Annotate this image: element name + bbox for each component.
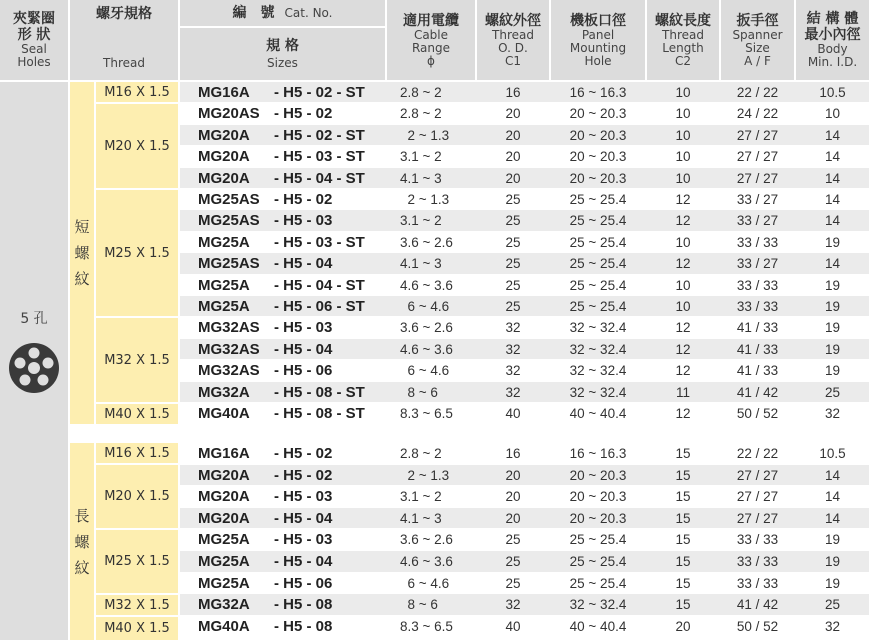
header-thread-length bbox=[647, 0, 719, 80]
model-name: MG25A bbox=[198, 276, 250, 294]
body-min-id-cell: 19 bbox=[824, 554, 841, 569]
cat-no-cell bbox=[198, 596, 333, 614]
thread-length-cell: 15 bbox=[675, 510, 691, 526]
panel-hole-cell: 20 ~ 20.3 bbox=[569, 170, 627, 186]
body-min-id-cell: 19 bbox=[824, 363, 841, 379]
cable-range-cell: 4.6 ~ 3.6 bbox=[400, 277, 453, 293]
cable-range-cell: 3.6 ~ 2.6 bbox=[400, 532, 453, 548]
thread-length-cell: 10 bbox=[675, 170, 691, 186]
thread-od-cell: 25 bbox=[505, 277, 521, 293]
group-short-c2: 螺 bbox=[74, 244, 90, 262]
model-name: MG25AS bbox=[198, 255, 260, 273]
model-suffix: - H5 - 02 - ST bbox=[274, 126, 365, 144]
model-suffix: - H5 - 02 - ST bbox=[274, 84, 365, 101]
cat-no-cell bbox=[198, 191, 333, 208]
cat-no-cell bbox=[198, 148, 365, 166]
model-name: MG25AS bbox=[198, 212, 260, 230]
thread-length-cell: 20 bbox=[675, 618, 691, 634]
thread-size-cell: M40 X 1.5 bbox=[96, 617, 178, 640]
header-spanner-en2: Size bbox=[745, 40, 770, 55]
thread-length-cell: 15 bbox=[675, 446, 691, 461]
cable-range-cell: 3.1 ~ 2 bbox=[400, 489, 442, 505]
body-min-id-cell: 14 bbox=[824, 213, 841, 229]
cat-no-cell bbox=[198, 105, 333, 123]
panel-hole-cell: 20 ~ 20.3 bbox=[569, 467, 627, 483]
body-min-id-cell: 19 bbox=[824, 277, 841, 293]
thread-od-cell: 20 bbox=[505, 149, 521, 165]
thread-size-cell: M20 X 1.5 bbox=[96, 465, 178, 528]
header-od-zh: 螺紋外徑 bbox=[485, 12, 541, 29]
model-name: MG20A bbox=[198, 148, 250, 166]
group-short-c3: 紋 bbox=[74, 270, 90, 288]
header-seal-zh1: 夾緊圈 bbox=[13, 11, 55, 27]
header-catno-zh: 編 號 bbox=[232, 5, 275, 21]
cat-no-cell bbox=[198, 298, 365, 315]
thread-od-cell: 20 bbox=[505, 106, 521, 122]
thread-length-cell: 11 bbox=[675, 384, 690, 400]
spanner-size-cell: 27 / 27 bbox=[736, 489, 779, 505]
thread-length-cell: 12 bbox=[675, 256, 691, 272]
thread-length-cell: 10 bbox=[675, 149, 691, 165]
cat-no-cell bbox=[198, 553, 333, 570]
panel-hole-cell: 40 ~ 40.4 bbox=[569, 618, 627, 634]
panel-hole-cell: 20 ~ 20.3 bbox=[569, 489, 627, 505]
cable-range-cell: 6 ~ 4.6 bbox=[400, 299, 450, 314]
header-tlen-zh: 螺紋長度 bbox=[655, 12, 711, 29]
header-spanner-en1: Spanner bbox=[732, 27, 783, 42]
panel-hole-cell: 25 ~ 25.4 bbox=[569, 532, 627, 548]
cable-range-cell: 4.1 ~ 3 bbox=[400, 256, 442, 272]
cable-range-cell: 2 ~ 1.3 bbox=[400, 127, 450, 143]
model-name: MG32A bbox=[198, 596, 250, 614]
header-cable-en1: Cable bbox=[413, 27, 449, 42]
thread-od-cell: 32 bbox=[505, 384, 521, 400]
thread-size-cell: M16 X 1.5 bbox=[96, 82, 178, 102]
body-min-id-cell: 14 bbox=[824, 149, 841, 165]
cat-no-cell bbox=[198, 617, 333, 635]
model-name: MG20A bbox=[198, 509, 250, 527]
thread-od-cell: 25 bbox=[505, 256, 521, 272]
model-name: MG20AS bbox=[198, 105, 260, 123]
cat-no-cell bbox=[198, 383, 365, 401]
thread-od-cell: 25 bbox=[505, 192, 521, 207]
header-panel-en3: Hole bbox=[584, 53, 612, 68]
thread-length-cell: 15 bbox=[675, 489, 691, 505]
model-suffix: - H5 - 04 bbox=[274, 553, 333, 570]
header-body-en2: Min. I.D. bbox=[807, 55, 858, 69]
model-suffix: - H5 - 08 - ST bbox=[274, 405, 365, 422]
thread-od-cell: 25 bbox=[505, 299, 521, 314]
thread-size-cell: M20 X 1.5 bbox=[96, 104, 178, 188]
body-min-id-cell: 19 bbox=[824, 532, 841, 548]
header-seal-holes bbox=[0, 0, 68, 80]
cable-range-cell: 3.1 ~ 2 bbox=[400, 213, 442, 229]
thread-length-cell: 12 bbox=[675, 213, 691, 229]
header-sizes-en: Sizes bbox=[267, 56, 298, 70]
thread-od-cell: 25 bbox=[505, 554, 521, 569]
thread-length-cell: 12 bbox=[675, 406, 691, 421]
cable-range-cell: 8 ~ 6 bbox=[400, 384, 438, 400]
header-panel-hole bbox=[551, 0, 645, 80]
panel-hole-cell: 25 ~ 25.4 bbox=[569, 234, 627, 250]
body-min-id-cell: 25 bbox=[824, 384, 841, 400]
thread-length-cell: 12 bbox=[675, 320, 691, 336]
five-hole-seal-icon bbox=[8, 342, 60, 394]
model-name: MG32A bbox=[198, 383, 250, 401]
cat-no-cell bbox=[198, 169, 365, 187]
header-od-en3: C1 bbox=[504, 53, 521, 68]
cable-range-cell: 2 ~ 1.3 bbox=[400, 192, 450, 207]
thread-length-cell: 15 bbox=[675, 532, 691, 548]
cable-range-cell: 6 ~ 4.6 bbox=[400, 575, 450, 591]
panel-hole-cell: 32 ~ 32.4 bbox=[569, 341, 627, 357]
thread-size-cell: M25 X 1.5 bbox=[96, 530, 178, 593]
thread-od-cell: 40 bbox=[505, 618, 521, 634]
header-seal-zh2: 形 狀 bbox=[17, 27, 51, 43]
cable-range-cell: 4.6 ~ 3.6 bbox=[400, 341, 453, 357]
thread-od-cell: 25 bbox=[505, 213, 521, 229]
panel-hole-cell: 32 ~ 32.4 bbox=[569, 384, 627, 400]
header-spanner-en3: A / F bbox=[744, 53, 771, 68]
panel-hole-cell: 25 ~ 25.4 bbox=[569, 554, 627, 569]
model-name: MG25A bbox=[198, 298, 250, 315]
model-suffix: - H5 - 04 bbox=[274, 509, 333, 527]
header-od-en1: Thread bbox=[492, 27, 534, 42]
header-body-zh1: 結 構 體 bbox=[806, 11, 859, 27]
thread-od-cell: 32 bbox=[505, 597, 521, 613]
model-suffix: - H5 - 03 bbox=[274, 212, 333, 230]
thread-length-cell: 12 bbox=[675, 192, 691, 207]
body-min-id-cell: 14 bbox=[824, 256, 841, 272]
header-tlen-en1: Thread bbox=[662, 27, 704, 42]
cat-no-cell bbox=[198, 488, 333, 506]
body-min-id-cell: 14 bbox=[824, 170, 841, 186]
thread-length-cell: 10 bbox=[675, 106, 691, 122]
header-seal-en2: Holes bbox=[17, 55, 51, 69]
thread-od-cell: 20 bbox=[505, 510, 521, 526]
model-suffix: - H5 - 02 bbox=[274, 445, 333, 462]
thread-od-cell: 25 bbox=[505, 575, 521, 591]
thread-od-cell: 25 bbox=[505, 532, 521, 548]
model-suffix: - H5 - 04 - ST bbox=[274, 276, 365, 294]
model-name: MG16A bbox=[198, 445, 250, 462]
thread-length-cell: 12 bbox=[675, 341, 691, 357]
model-suffix: - H5 - 03 bbox=[274, 488, 333, 506]
spanner-size-cell: 27 / 27 bbox=[736, 467, 779, 483]
model-suffix: - H5 - 02 bbox=[274, 191, 333, 208]
cat-no-cell bbox=[198, 574, 333, 592]
spanner-size-cell: 27 / 27 bbox=[736, 170, 779, 186]
header-od-en2: O. D. bbox=[498, 40, 528, 55]
header-body-min-id bbox=[796, 0, 869, 80]
body-min-id-cell: 32 bbox=[824, 406, 841, 421]
model-suffix: - H5 - 03 bbox=[274, 319, 333, 337]
spanner-size-cell: 41 / 33 bbox=[736, 320, 779, 336]
spanner-size-cell: 33 / 33 bbox=[736, 532, 779, 548]
seal-label: 5 孔 bbox=[20, 311, 48, 327]
thread-od-cell: 20 bbox=[505, 489, 521, 505]
thread-size-cell: M32 X 1.5 bbox=[96, 318, 178, 402]
model-name: MG32AS bbox=[198, 319, 260, 337]
model-name: MG20A bbox=[198, 126, 250, 144]
model-suffix: - H5 - 08 bbox=[274, 596, 333, 614]
body-min-id-cell: 14 bbox=[824, 489, 841, 505]
group-short-c1: 短 bbox=[74, 218, 90, 236]
panel-hole-cell: 40 ~ 40.4 bbox=[569, 406, 627, 421]
model-name: MG25A bbox=[198, 233, 250, 251]
model-suffix: - H5 - 04 bbox=[274, 340, 333, 358]
thread-od-cell: 20 bbox=[505, 170, 521, 186]
header-body-en1: Body bbox=[817, 42, 848, 56]
group-long-c2: 螺 bbox=[74, 532, 90, 551]
spanner-size-cell: 27 / 27 bbox=[736, 149, 779, 165]
model-name: MG40A bbox=[198, 617, 250, 635]
header-tlen-en3: C2 bbox=[674, 53, 691, 68]
spanner-size-cell: 27 / 27 bbox=[736, 127, 779, 143]
model-name: MG16A bbox=[198, 84, 250, 101]
panel-hole-cell: 25 ~ 25.4 bbox=[569, 256, 627, 272]
group-long-c1: 長 bbox=[74, 506, 90, 525]
cable-range-cell: 2.8 ~ 2 bbox=[400, 446, 442, 461]
thread-od-cell: 32 bbox=[505, 341, 521, 357]
header-cable-range bbox=[387, 0, 475, 80]
thread-length-cell: 15 bbox=[675, 575, 691, 591]
thread-length-cell: 15 bbox=[675, 554, 691, 569]
spanner-size-cell: 24 / 22 bbox=[736, 106, 779, 122]
panel-hole-cell: 25 ~ 25.4 bbox=[569, 213, 627, 229]
panel-hole-cell: 20 ~ 20.3 bbox=[569, 149, 627, 165]
body-min-id-cell: 19 bbox=[824, 320, 841, 336]
thread-length-cell: 15 bbox=[675, 597, 691, 613]
panel-hole-cell: 32 ~ 32.4 bbox=[569, 320, 627, 336]
spanner-size-cell: 27 / 27 bbox=[736, 510, 779, 526]
cat-no-cell bbox=[198, 340, 333, 358]
panel-hole-cell: 20 ~ 20.3 bbox=[569, 127, 627, 143]
spanner-size-cell: 33 / 33 bbox=[736, 554, 779, 569]
header-cable-zh: 適用電纜 bbox=[403, 12, 459, 29]
thread-od-cell: 32 bbox=[505, 363, 521, 379]
cable-range-cell: 4.1 ~ 3 bbox=[400, 510, 442, 526]
header-cable-en3: ϕ bbox=[427, 53, 435, 68]
thread-length-cell: 10 bbox=[675, 127, 691, 143]
panel-hole-cell: 20 ~ 20.3 bbox=[569, 106, 627, 122]
group-long-c3: 紋 bbox=[74, 558, 90, 577]
header-panel-en1: Panel bbox=[581, 27, 615, 42]
cable-range-cell: 8 ~ 6 bbox=[400, 597, 438, 613]
cable-range-cell: 4.1 ~ 3 bbox=[400, 170, 442, 186]
thread-od-cell: 16 bbox=[505, 446, 521, 461]
body-min-id-cell: 10.5 bbox=[819, 85, 846, 100]
body-min-id-cell: 14 bbox=[824, 510, 841, 526]
thread-od-cell: 20 bbox=[505, 467, 521, 483]
body-min-id-cell: 19 bbox=[824, 341, 841, 357]
header-thread-en: Thread bbox=[103, 56, 145, 70]
body-min-id-cell: 14 bbox=[824, 467, 841, 483]
header-thread-od bbox=[477, 0, 549, 80]
thread-size-cell: M25 X 1.5 bbox=[96, 190, 178, 316]
header-sizes-zh: 規 格 bbox=[266, 38, 299, 54]
cable-range-cell: 3.6 ~ 2.6 bbox=[400, 234, 453, 250]
model-suffix: - H5 - 06 bbox=[274, 574, 333, 592]
spanner-size-cell: 41 / 42 bbox=[736, 384, 779, 400]
model-suffix: - H5 - 03 bbox=[274, 531, 333, 549]
model-suffix: - H5 - 06 - ST bbox=[274, 298, 365, 315]
thread-size-cell: M40 X 1.5 bbox=[96, 404, 178, 424]
cat-no-cell bbox=[198, 445, 333, 462]
model-name: MG25A bbox=[198, 574, 250, 592]
model-suffix: - H5 - 03 - ST bbox=[274, 233, 365, 251]
model-suffix: - H5 - 04 - ST bbox=[274, 169, 365, 187]
spanner-size-cell: 33 / 33 bbox=[736, 277, 779, 293]
model-name: MG25A bbox=[198, 531, 250, 549]
body-min-id-cell: 19 bbox=[824, 234, 841, 250]
cable-range-cell: 2 ~ 1.3 bbox=[400, 467, 450, 483]
thread-length-cell: 10 bbox=[675, 85, 691, 100]
header-body-zh2: 最小內徑 bbox=[804, 27, 861, 43]
model-name: MG25AS bbox=[198, 191, 260, 208]
cable-range-cell: 2.8 ~ 2 bbox=[400, 85, 442, 100]
model-name: MG20A bbox=[198, 488, 250, 506]
spanner-size-cell: 33 / 33 bbox=[736, 234, 779, 250]
cat-no-cell bbox=[198, 126, 365, 144]
panel-hole-cell: 16 ~ 16.3 bbox=[569, 85, 627, 100]
model-name: MG40A bbox=[198, 405, 250, 422]
group-short-thread bbox=[70, 82, 94, 424]
panel-hole-cell: 32 ~ 32.4 bbox=[569, 597, 627, 613]
model-suffix: - H5 - 02 bbox=[274, 466, 333, 484]
model-suffix: - H5 - 02 bbox=[274, 105, 333, 123]
body-min-id-cell: 32 bbox=[824, 618, 841, 634]
cat-no-cell bbox=[198, 255, 333, 273]
thread-size-cell: M16 X 1.5 bbox=[96, 443, 178, 463]
group-long-thread bbox=[70, 443, 94, 640]
cat-no-cell bbox=[198, 405, 365, 422]
panel-hole-cell: 32 ~ 32.4 bbox=[569, 363, 627, 379]
cat-no-cell bbox=[198, 509, 333, 527]
model-name: MG32AS bbox=[198, 340, 260, 358]
panel-hole-cell: 25 ~ 25.4 bbox=[569, 299, 627, 314]
header-panel-zh: 機板口徑 bbox=[570, 12, 626, 29]
cat-no-cell bbox=[198, 233, 365, 251]
header-cable-en2: Range bbox=[411, 40, 451, 55]
cable-range-cell: 4.6 ~ 3.6 bbox=[400, 554, 453, 569]
spanner-size-cell: 33 / 27 bbox=[736, 213, 779, 229]
cable-range-cell: 8.3 ~ 6.5 bbox=[400, 618, 453, 634]
panel-hole-cell: 25 ~ 25.4 bbox=[569, 192, 627, 207]
panel-hole-cell: 20 ~ 20.3 bbox=[569, 510, 627, 526]
body-min-id-cell: 19 bbox=[824, 299, 841, 314]
model-suffix: - H5 - 04 bbox=[274, 255, 333, 273]
thread-od-cell: 16 bbox=[505, 85, 521, 100]
header-catno-en: Cat. No. bbox=[284, 5, 333, 20]
spanner-size-cell: 41 / 33 bbox=[736, 363, 779, 379]
spanner-size-cell: 50 / 52 bbox=[736, 618, 779, 634]
spanner-size-cell: 50 / 52 bbox=[736, 406, 779, 421]
model-name: MG25A bbox=[198, 553, 250, 570]
thread-length-cell: 15 bbox=[675, 467, 691, 483]
cable-range-cell: 3.6 ~ 2.6 bbox=[400, 320, 453, 336]
thread-size-cell: M32 X 1.5 bbox=[96, 595, 178, 615]
thread-length-cell: 10 bbox=[675, 299, 691, 314]
thread-od-cell: 32 bbox=[505, 320, 521, 336]
thread-length-cell: 12 bbox=[675, 363, 691, 379]
cable-range-cell: 3.1 ~ 2 bbox=[400, 149, 442, 165]
header-seal-en1: Seal bbox=[21, 42, 47, 56]
cat-no-cell bbox=[198, 276, 365, 294]
spanner-size-cell: 33 / 33 bbox=[736, 575, 779, 591]
body-min-id-cell: 14 bbox=[824, 192, 841, 207]
body-min-id-cell: 10.5 bbox=[819, 446, 846, 461]
header-panel-en2: Mounting bbox=[569, 40, 627, 55]
header-spanner-size bbox=[721, 0, 794, 80]
body-min-id-cell: 25 bbox=[824, 597, 841, 613]
body-min-id-cell: 10 bbox=[824, 106, 841, 122]
model-name: MG20A bbox=[198, 169, 250, 187]
thread-od-cell: 40 bbox=[505, 406, 521, 421]
model-suffix: - H5 - 08 bbox=[274, 617, 333, 635]
seal-shape-cell bbox=[0, 82, 68, 640]
thread-od-cell: 20 bbox=[505, 127, 521, 143]
header-spanner-zh: 扳手徑 bbox=[736, 12, 779, 29]
header-thread-zh: 螺牙規格 bbox=[96, 6, 152, 22]
cable-range-cell: 8.3 ~ 6.5 bbox=[400, 406, 453, 421]
spanner-size-cell: 33 / 27 bbox=[736, 192, 779, 207]
spanner-size-cell: 41 / 33 bbox=[736, 341, 779, 357]
panel-hole-cell: 25 ~ 25.4 bbox=[569, 575, 627, 591]
cable-range-cell: 2.8 ~ 2 bbox=[400, 106, 442, 122]
model-name: MG32AS bbox=[198, 362, 260, 380]
header-catno bbox=[180, 0, 385, 26]
spanner-size-cell: 33 / 33 bbox=[736, 299, 779, 314]
model-suffix: - H5 - 06 bbox=[274, 362, 333, 380]
model-suffix: - H5 - 08 - ST bbox=[274, 383, 365, 401]
cat-no-cell bbox=[198, 362, 333, 380]
cat-no-cell bbox=[198, 319, 333, 337]
cat-no-cell bbox=[198, 466, 333, 484]
thread-od-cell: 25 bbox=[505, 234, 521, 250]
cat-no-cell bbox=[198, 84, 365, 101]
body-min-id-cell: 14 bbox=[824, 127, 841, 143]
cat-no-cell bbox=[198, 531, 333, 549]
spanner-size-cell: 33 / 27 bbox=[736, 256, 779, 272]
spanner-size-cell: 22 / 22 bbox=[736, 446, 779, 461]
header-sizes bbox=[180, 28, 385, 80]
cat-no-cell bbox=[198, 212, 333, 230]
header-thread bbox=[70, 0, 178, 80]
cable-range-cell: 6 ~ 4.6 bbox=[400, 363, 450, 379]
thread-length-cell: 10 bbox=[675, 277, 691, 293]
body-min-id-cell: 19 bbox=[824, 575, 841, 591]
panel-hole-cell: 25 ~ 25.4 bbox=[569, 277, 627, 293]
model-name: MG20A bbox=[198, 466, 250, 484]
model-suffix: - H5 - 03 - ST bbox=[274, 148, 365, 166]
spanner-size-cell: 41 / 42 bbox=[736, 597, 779, 613]
thread-length-cell: 10 bbox=[675, 234, 691, 250]
header-tlen-en2: Length bbox=[662, 40, 704, 55]
panel-hole-cell: 16 ~ 16.3 bbox=[569, 446, 627, 461]
spanner-size-cell: 22 / 22 bbox=[736, 85, 779, 100]
